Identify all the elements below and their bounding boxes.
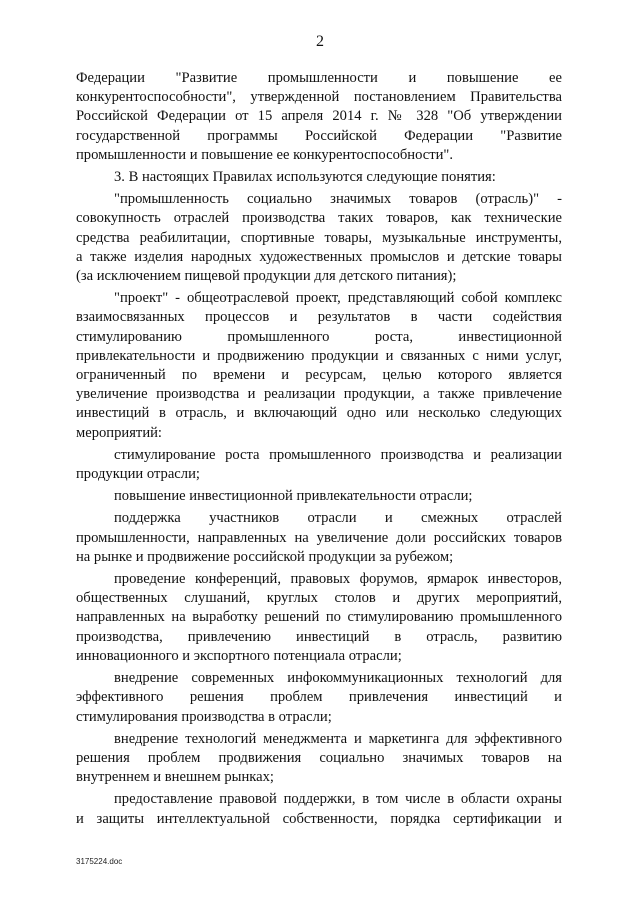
paragraph <box>76 168 562 187</box>
text-line: а также изделия народных художественных промыслов и детские товары <box>76 248 562 265</box>
paragraph <box>76 487 562 506</box>
text-line: внедрение современных инфокоммуникационных технологий для <box>114 670 562 687</box>
text-line: и защиты интеллектуальной собственности, порядка сертификации и <box>76 810 562 827</box>
text-line: решения проблем продвижения социально значимых товаров на <box>76 749 562 766</box>
paragraph <box>76 69 562 165</box>
text-line: поддержка участников отрасли и смежных отраслей <box>114 510 562 527</box>
text-line: Федерации "Развитие промышленности и повышение ее <box>76 70 562 86</box>
text-line: внутреннем и внешнем рынках; <box>76 769 274 786</box>
text-line: проведение конференций, правовых форумов, ярмарок инвесторов, <box>114 571 562 588</box>
text-line: увеличение производства и реализации продукции, а также привлечение <box>76 386 562 403</box>
paragraph <box>76 669 562 727</box>
text-line: стимулирования производства в отрасли; <box>76 708 332 725</box>
text-line: (за исключением пищевой продукции для детского питания); <box>76 268 457 285</box>
text-line: общественных слушаний, круглых столов и других мероприятий, <box>76 590 562 607</box>
text-line: взаимосвязанных процессов и результатов в части содействия <box>76 309 562 326</box>
text-line: направленных на выработку решений по стимулированию промышленного <box>76 609 562 626</box>
text-line: привлекательности и продвижению продукции и связанных с ними услуг, <box>76 347 562 364</box>
text-line: внедрение технологий менеджмента и маркетинга для эффективного <box>114 730 562 747</box>
text-line: Российской Федерации от 15 апреля 2014 г. № 328 "Об утверждении <box>76 108 562 125</box>
paragraph <box>76 509 562 567</box>
text-line: совокупность отраслей производства таких товаров, как технические <box>76 210 562 227</box>
text-line: стимулирование роста промышленного производства и реализации <box>114 446 562 463</box>
text-line: на рынке и продвижение российской продукции за рубежом; <box>76 548 454 565</box>
footer-filename: 3175224.doc <box>76 857 123 866</box>
text-line: государственной программы Российской Федерации "Развитие <box>76 127 562 144</box>
page-number: 2 <box>316 33 324 50</box>
text-line: продукции отрасли; <box>76 466 200 483</box>
text-line: мероприятий: <box>76 424 162 441</box>
paragraph <box>76 446 562 484</box>
text-line: "проект" - общеотраслевой проект, представляющий собой комплекс <box>114 290 562 307</box>
text-line: промышленности и повышение ее конкурентоспособности". <box>76 146 454 163</box>
paragraph <box>76 190 562 286</box>
text-line: повышение инвестиционной привлекательности отрасли; <box>114 488 473 505</box>
text-line: промышленности, направленных на увеличение доли российских товаров <box>76 529 562 546</box>
text-line: 3. В настоящих Правилах используются следующие понятия: <box>114 169 496 186</box>
text-line: ограниченный по времени и ресурсам, целью которого является <box>76 367 562 384</box>
text-line: производства, привлечению инвестиций в отрасль, развитию <box>76 628 562 645</box>
text-line: "промышленность социально значимых товаров (отрасль)" - <box>114 191 562 208</box>
text-line: инвестиций в отрасль, и включающий одно или несколько следующих <box>76 405 562 422</box>
text-line: предоставление правовой поддержки, в том числе в области охраны <box>114 791 562 808</box>
paragraph <box>76 790 562 828</box>
text-line: средства реабилитации, спортивные товары, музыкальные инструменты, <box>76 229 562 246</box>
text-line: стимулированию промышленного роста, инвестиционной <box>76 328 562 345</box>
paragraph <box>76 570 562 666</box>
text-line: эффективного решения проблем привлечения инвестиций и <box>76 689 562 706</box>
paragraph <box>76 289 562 443</box>
document-body <box>76 69 562 829</box>
text-line: инновационного и экспортного потенциала отрасли; <box>76 647 402 664</box>
paragraph <box>76 730 562 788</box>
text-line: конкурентоспособности", утвержденной постановлением Правительства <box>76 89 562 106</box>
